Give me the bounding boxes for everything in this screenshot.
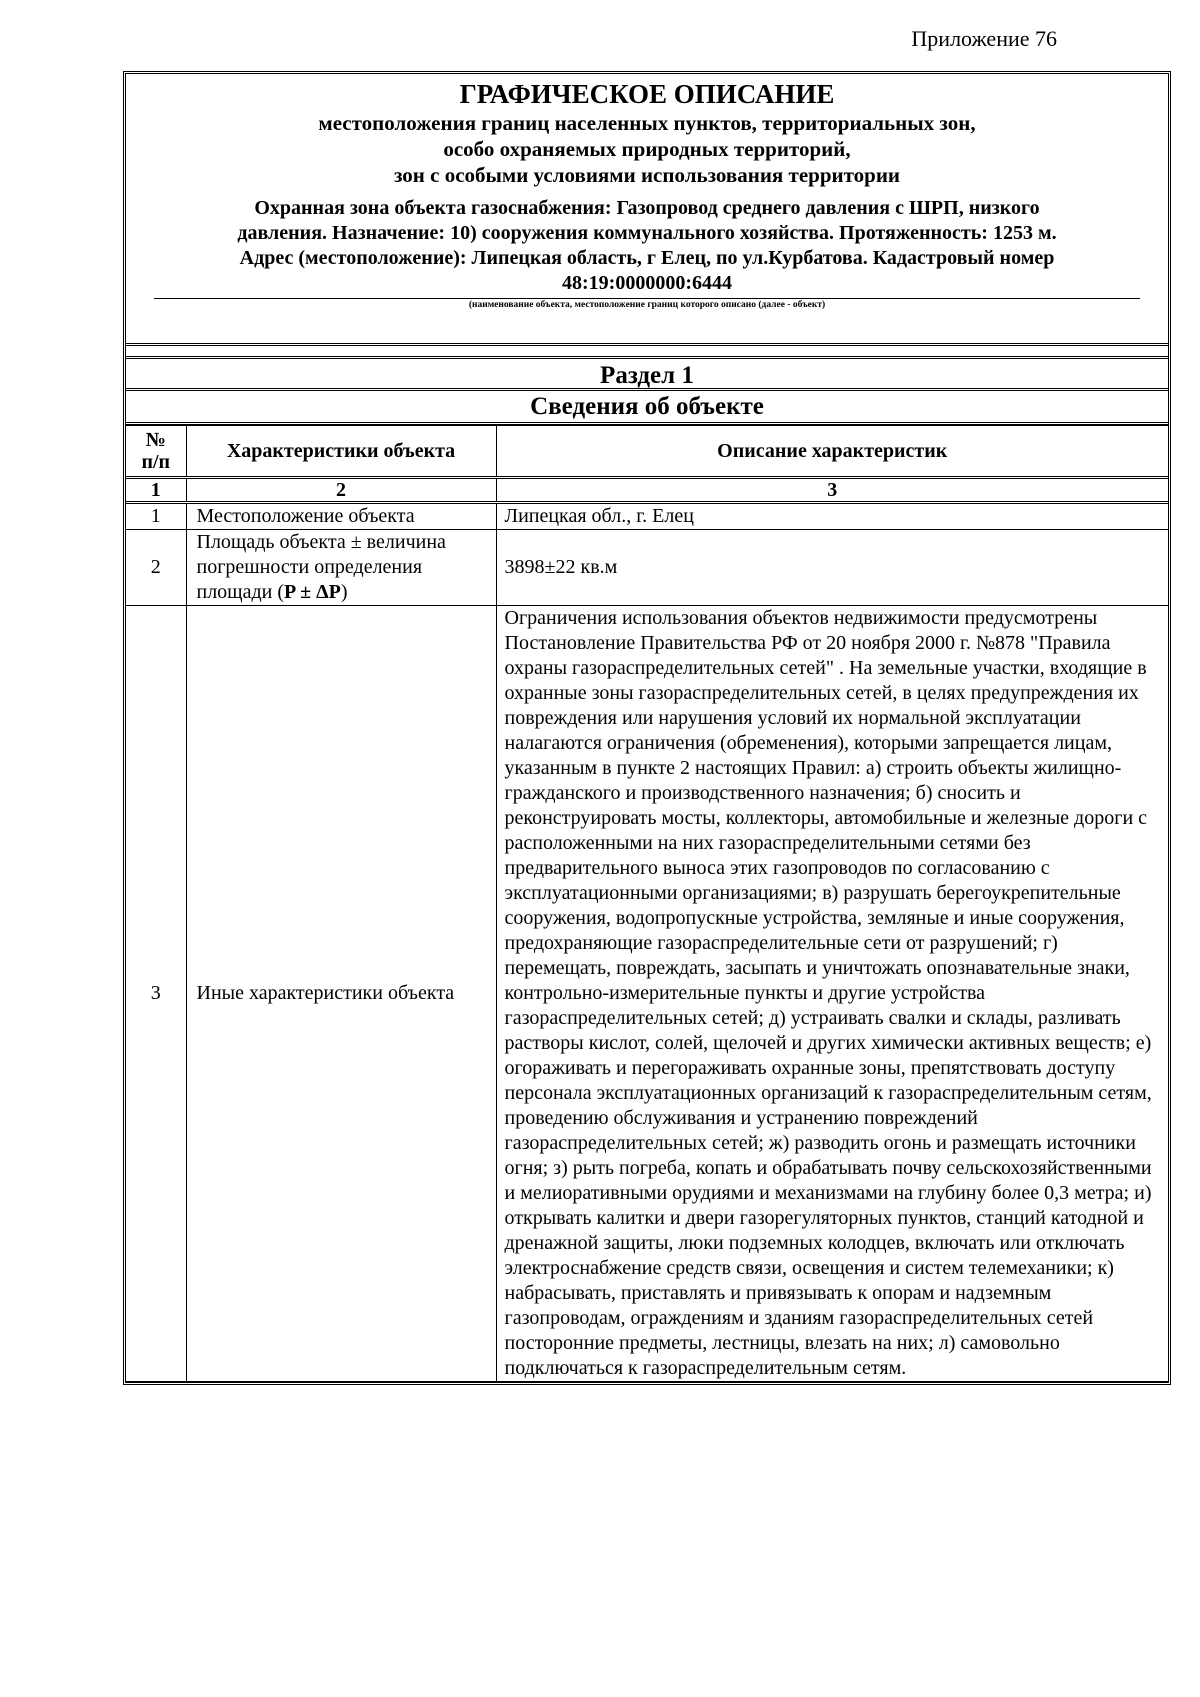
header-characteristics: Характеристики объекта <box>186 426 496 478</box>
header-description: Описание характеристик <box>496 426 1168 478</box>
object-description <box>146 196 1148 296</box>
object-caption: (наименование объекта, местоположение границ которого описано (далее - объект) <box>468 300 826 310</box>
document-title: ГРАФИЧЕСКОЕ ОПИСАНИЕ <box>459 79 835 109</box>
subtitle-line-2: особо охраняемых природных территорий, <box>443 137 851 161</box>
document-header <box>126 74 1168 346</box>
row-description: Ограничения использования объектов недвижимости предусмотрены Постановление Правительства РФ от 20 ноября 2000 г. №878 "Правила охраны газораспределительных сетей" . На земельные участки, входящие в охранные зоны газораспределительных сетей, в целях предупреждения их повреждения или нарушения условий их нормальной эксплуатации налагаются ограничения (обременения), которыми запрещается лицам, указанным в пункте 2 настоящих Правил: а) строить объекты жилищно-гражданского и производственного назначения; б) сносить и реконструировать мосты, коллекторы, автомобильные и железные дороги с расположенными на них газораспределительными сетями без предварительного выноса этих газопроводов по согласованию с эксплуатационными организациями; в) разрушать берегоукрепительные сооружения, водопропускные устройства, земляные и иные сооружения, предохраняющие газораспределительные сети от разрушений; г) перемещать, повреждать, засыпать и уничтожать опознавательные знаки, контрольно-измерительные пункты и другие устройства газораспределительных сетей; д) устраивать свалки и склады, разливать растворы кислот, солей, щелочей и других химически активных веществ; е) огораживать и перегораживать охранные зоны, препятствовать доступу персонала эксплуатационных организаций к газораспределительным сетям, проведению обслуживания и устранению повреждений газораспределительных сетей; ж) разводить огонь и размещать источники огня; з) рыть погреба, копать и обрабатывать почву сельскохозяйственными и мелиоративными орудиями и механизмами на глубину более 0,3 метра; и) открывать калитки и двери газорегуляторных пунктов, станций катодной и дренажной защиты, люки подземных колодцев, включать или отключать электроснабжение средств связи, освещения и систем телемеханики; к) набрасывать, приставлять и привязывать к опорам и надземным газопроводам, ограждениям и зданиям газораспределительных сетей посторонние предметы, лестницы, влезать на них; л) самовольно подключаться к газораспределительным сетям. <box>496 606 1168 1382</box>
index-cell-1: 1 <box>126 478 186 503</box>
object-line-2: давления. Назначение: 10) сооружения коммунального хозяйства. Протяженность: 1253 м. <box>237 222 1057 244</box>
index-cell-3: 3 <box>496 478 1168 503</box>
header-number: № п/п <box>126 426 186 478</box>
object-line-3: Адрес (местоположение): Липецкая область, г Елец, по ул.Курбатова. Кадастровый номер <box>239 247 1055 269</box>
row-characteristic-text: Площадь объекта ± величина погрешности определения площади ( <box>196 531 446 603</box>
section-subtitle: Сведения об объекте <box>126 391 1168 425</box>
row-number: 3 <box>126 606 186 1382</box>
row-characteristic-close: ) <box>340 581 348 603</box>
table-row <box>126 530 1168 606</box>
row-characteristic: Местоположение объекта <box>186 503 496 530</box>
table-row <box>126 503 1168 530</box>
row-characteristic: Иные характеристики объекта <box>186 606 496 1382</box>
table-index-row <box>126 478 1168 503</box>
section-title: Раздел 1 <box>126 356 1168 391</box>
row-description: 3898±22 кв.м <box>496 530 1168 606</box>
document-frame <box>123 71 1171 1385</box>
index-cell-2: 2 <box>186 478 496 503</box>
object-line-1: Охранная зона объекта газоснабжения: Газопровод среднего давления с ШРП, низкого <box>254 197 1040 219</box>
row-characteristic-formula: P ± ΔP <box>284 581 341 603</box>
subtitle-line-3: зон с особыми условиями использования территории <box>393 163 901 187</box>
table-header-row <box>126 426 1168 478</box>
row-number: 1 <box>126 503 186 530</box>
table-row <box>126 606 1168 1382</box>
appendix-label: Приложение 76 <box>911 26 1057 51</box>
object-info-table <box>126 425 1168 1382</box>
subtitle-line-1: местоположения границ населенных пунктов, территориальных зон, <box>318 111 976 135</box>
row-number: 2 <box>126 530 186 606</box>
row-characteristic <box>186 530 496 606</box>
row-description: Липецкая обл., г. Елец <box>496 503 1168 530</box>
object-line-4: 48:19:0000000:6444 <box>562 272 732 294</box>
